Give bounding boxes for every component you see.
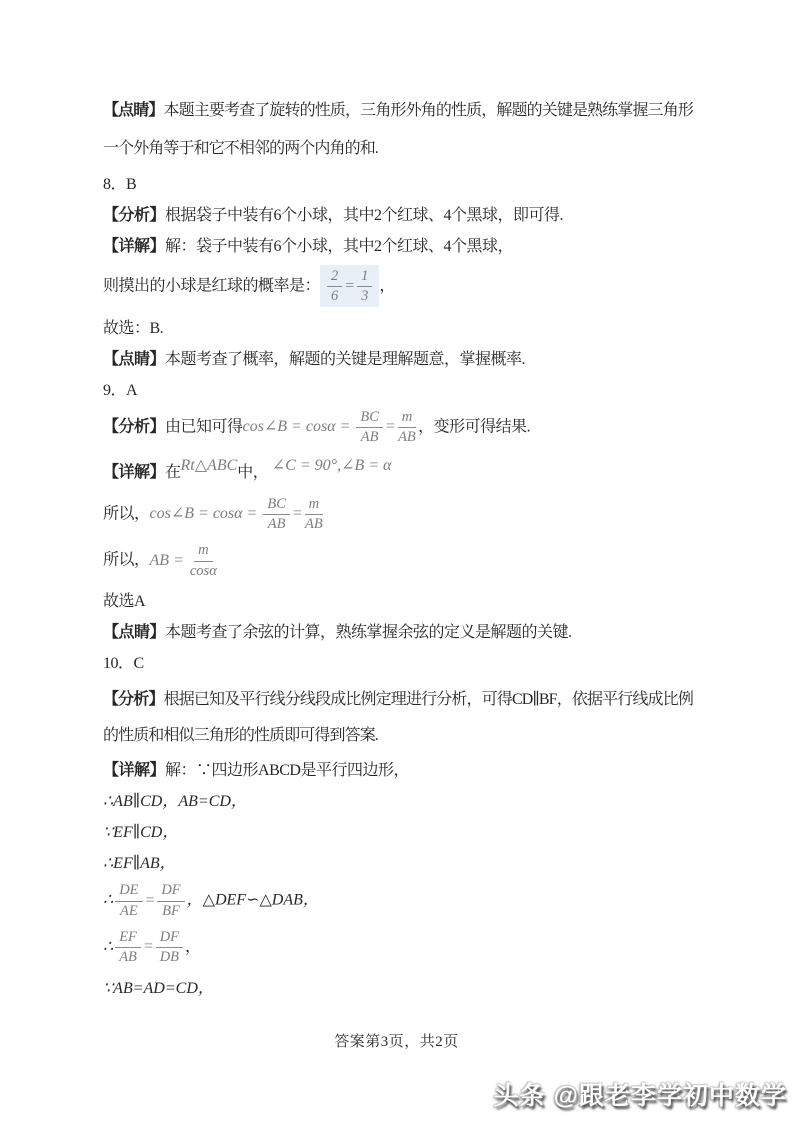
fraction-bc-ab [356,409,383,447]
q8-analysis-line [103,203,693,228]
fraction-m-cosa [190,542,217,580]
proportion-formula [113,882,186,919]
q9-detail-mid: 中， [237,463,269,481]
q8-prob-suffix: ， [379,277,395,295]
q8-detail-text: 解：袋子中装有6个小球，其中2个红球、4个黑球， [165,238,514,255]
fraction-ef-ab [115,929,141,967]
q10-detail-line [103,758,693,783]
fraction-numerator: DF [156,929,183,948]
q8-probability-line [103,265,693,307]
q10-step-5 [103,929,693,967]
q8-choice-line: 故选：B. [103,319,164,337]
analysis-label: 【分析】 [103,418,166,436]
fraction-denominator: AE [120,902,138,919]
q8-analysis-text: 根据袋子中装有6个小球，其中2个红球、4个黑球，即可得. [165,207,564,224]
analysis-label: 【分析】 [103,207,166,224]
fraction-denominator: AB [360,429,379,446]
formula-lead: AB = [149,551,184,569]
q10-detail-text: 解：∵四边形ABCD是平行四边形， [165,762,409,780]
note-label: 【点睛】 [103,624,166,642]
q8-answer-line: 8．B [103,176,137,193]
detail-label: 【详解】 [103,463,166,481]
q9-so-line-2 [103,542,693,580]
note-label: 【点睛】 [103,350,166,368]
fraction-denominator: AB [398,429,416,446]
fraction-2-6 [325,268,344,305]
therefore-symbol: ∴ [103,891,114,909]
q9-note-text: 本题考查了余弦的计算，熟练掌握余弦的定义是解题的关键. [165,624,572,642]
q10-step-6: ∵AB=AD=CD， [103,979,214,997]
q10-step-1: ∴AB∥CD，AB=CD， [103,793,247,811]
fraction-numerator: m [194,542,212,561]
fraction-numerator: m [398,409,416,428]
right-triangle-label: Rt△ABC [180,456,238,474]
equals-sign: = [344,277,356,295]
q9-so-line-1 [103,496,693,534]
fraction-numerator: BC [263,496,290,515]
fraction-denominator: 6 [331,288,339,305]
detail-label: 【详解】 [103,238,166,255]
fraction-df-bf [157,882,184,920]
note-label: 【点睛】 [103,102,164,119]
fraction-numerator: 1 [357,268,372,287]
fraction-numerator: DF [157,882,184,901]
q9-choice-line: 故选A [103,593,146,611]
fraction-m-ab [398,409,416,447]
fraction-denominator: AB [305,515,323,532]
page-number-footer: 答案第3页，共2页 [334,1034,459,1050]
similar-triangles-text: ，△DEF∽△DAB， [186,891,319,909]
fraction-1-3 [355,268,374,305]
equals-sign: = [291,505,303,523]
fraction-denominator: BF [162,902,180,919]
formula-head: cos∠B = cosα = [149,505,258,523]
q10-analysis-text: 根据已知及平行线分线段成比例定理进行分析，可得CD∥BF，依据平行线成比例的性质和相似三角形的性质即可得到答案. [103,691,693,745]
therefore-symbol: ∴ [103,938,114,956]
q10-step-2: ∵EF∥CD， [103,824,179,842]
q7-note-paragraph [103,92,693,168]
fraction-denominator: AB [267,515,286,532]
equals-sign: = [144,891,156,909]
comma: ， [185,938,201,956]
fraction-df-db [156,929,183,967]
so-prefix: 所以， [103,551,150,569]
fraction-denominator: 3 [361,288,369,305]
q8-detail-line [103,234,693,259]
q10-answer-line: 10．C [103,655,144,673]
fraction-numerator: BC [356,409,383,428]
equals-sign: = [142,938,154,956]
q10-step-3: ∴EF∥AB， [103,855,176,873]
cosine-formula [242,408,419,446]
answer-sheet-content [103,92,693,1007]
watermark-text: 头条 @跟老李学初中数学 [493,1082,787,1110]
fraction-bc-ab [263,496,290,534]
q7-note-text: 本题主要考查了旋转的性质，三角形外角的性质，解题的关键是熟练掌握三角形一个外角等于和它不相邻的两个内角的和. [103,102,693,157]
analysis-label: 【分析】 [103,691,164,709]
cosine-formula [149,495,326,532]
q9-detail-line [103,456,693,490]
q9-detail-prefix: 在 [165,463,181,481]
fraction-denominator: cosα [189,562,217,579]
q9-analysis-suffix: ，变形可得结果. [418,418,531,436]
fraction-de-ae [115,882,142,920]
q8-note-text: 本题考查了概率，解题的关键是理解题意，掌握概率. [165,350,526,368]
equals-sign: = [384,418,396,436]
q8-prob-prefix: 则摸出的小球是红球的概率是： [103,277,321,295]
fraction-m-ab [305,496,323,534]
formula-head: cos∠B = cosα = [242,418,351,436]
fraction-numerator: DE [115,882,142,901]
q8-probability-equation [320,265,379,307]
fraction-denominator: DB [159,949,180,966]
q9-analysis-prefix: 由已知可得 [165,418,243,436]
q10-step-4 [103,882,693,920]
fraction-numerator: m [305,496,323,515]
angle-conditions: ∠C = 90°,∠B = α [271,456,392,474]
fraction-numerator: EF [115,929,141,948]
q9-note-line [103,620,693,645]
q9-analysis-line [103,409,693,447]
q9-answer-line: 9．A [103,381,138,399]
fraction-numerator: 2 [327,268,342,287]
q8-note-line [103,347,693,372]
detail-label: 【详解】 [103,762,166,780]
q10-analysis-paragraph [103,682,693,754]
so-prefix: 所以， [103,505,150,523]
fraction-denominator: AB [119,949,137,966]
proportion-formula [113,928,185,966]
